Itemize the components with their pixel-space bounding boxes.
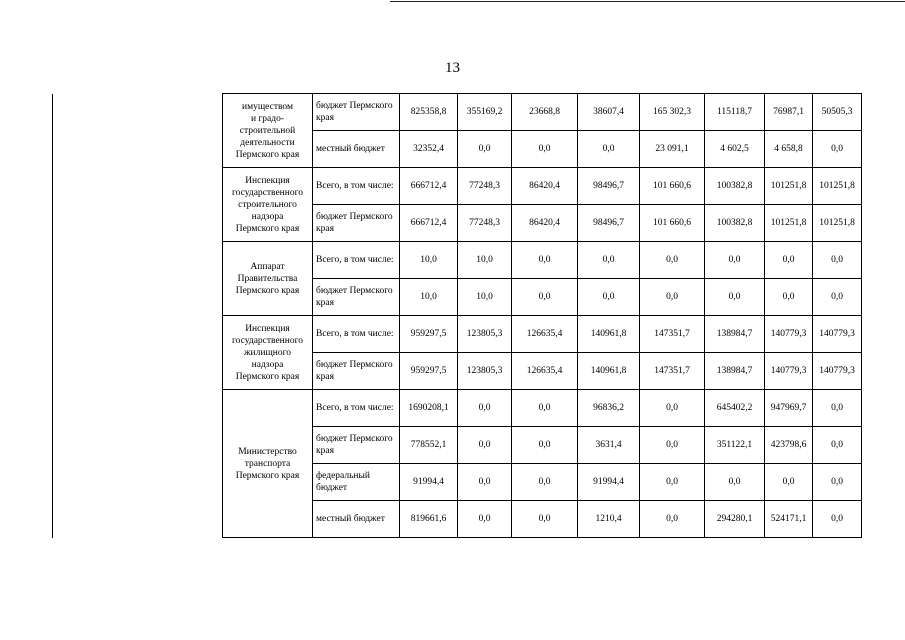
organization-cell: Министерство транспорта Пермского края (223, 390, 313, 538)
value-cell: 140779,3 (813, 316, 862, 353)
organization-cell: имуществом и градо- строительной деятельности Пермского края (223, 94, 313, 168)
value-cell: 0,0 (765, 464, 813, 501)
value-cell: 38607,4 (578, 94, 640, 131)
value-cell: 101 660,6 (640, 205, 705, 242)
value-cell: 101 660,6 (640, 168, 705, 205)
value-cell: 140961,8 (578, 353, 640, 390)
value-cell: 23 091,1 (640, 131, 705, 168)
value-cell: 140779,3 (765, 353, 813, 390)
value-cell: 101251,8 (765, 168, 813, 205)
value-cell: 10,0 (458, 279, 512, 316)
value-cell: 101251,8 (765, 205, 813, 242)
page-top-rule (390, 1, 905, 2)
funding-source-cell: Всего, в том числе: (313, 390, 400, 427)
value-cell: 0,0 (512, 131, 578, 168)
value-cell: 0,0 (640, 279, 705, 316)
value-cell: 0,0 (512, 427, 578, 464)
value-cell: 0,0 (512, 279, 578, 316)
funding-source-cell: бюджет Пермского края (313, 427, 400, 464)
funding-source-cell: местный бюджет (313, 131, 400, 168)
value-cell: 0,0 (512, 464, 578, 501)
value-cell: 0,0 (458, 131, 512, 168)
value-cell: 101251,8 (813, 205, 862, 242)
value-cell: 147351,7 (640, 353, 705, 390)
value-cell: 0,0 (578, 131, 640, 168)
value-cell: 138984,7 (705, 316, 765, 353)
funding-source-cell: Всего, в том числе: (313, 316, 400, 353)
value-cell: 76987,1 (765, 94, 813, 131)
value-cell: 666712,4 (400, 205, 458, 242)
value-cell: 0,0 (813, 279, 862, 316)
value-cell: 1210,4 (578, 501, 640, 538)
value-cell: 959297,5 (400, 316, 458, 353)
value-cell: 140779,3 (813, 353, 862, 390)
value-cell: 819661,6 (400, 501, 458, 538)
value-cell: 0,0 (578, 279, 640, 316)
funding-source-cell: бюджет Пермского края (313, 353, 400, 390)
value-cell: 778552,1 (400, 427, 458, 464)
funding-source-cell: бюджет Пермского края (313, 94, 400, 131)
value-cell: 0,0 (640, 242, 705, 279)
value-cell: 100382,8 (705, 205, 765, 242)
value-cell: 0,0 (705, 242, 765, 279)
value-cell: 0,0 (640, 390, 705, 427)
value-cell: 355169,2 (458, 94, 512, 131)
value-cell: 0,0 (512, 242, 578, 279)
budget-table (52, 93, 862, 538)
value-cell: 4 602,5 (705, 131, 765, 168)
value-cell: 0,0 (512, 501, 578, 538)
value-cell: 100382,8 (705, 168, 765, 205)
value-cell: 126635,4 (512, 316, 578, 353)
value-cell: 147351,7 (640, 316, 705, 353)
value-cell: 115118,7 (705, 94, 765, 131)
funding-source-cell: Всего, в том числе: (313, 242, 400, 279)
value-cell: 351122,1 (705, 427, 765, 464)
value-cell: 645402,2 (705, 390, 765, 427)
value-cell: 10,0 (400, 242, 458, 279)
value-cell: 101251,8 (813, 168, 862, 205)
value-cell: 98496,7 (578, 205, 640, 242)
value-cell: 0,0 (458, 427, 512, 464)
value-cell: 0,0 (640, 427, 705, 464)
value-cell: 0,0 (705, 464, 765, 501)
funding-source-cell: федеральный бюджет (313, 464, 400, 501)
funding-source-cell: бюджет Пермского края (313, 205, 400, 242)
value-cell: 140961,8 (578, 316, 640, 353)
value-cell: 77248,3 (458, 205, 512, 242)
value-cell: 0,0 (458, 390, 512, 427)
value-cell: 0,0 (813, 427, 862, 464)
value-cell: 0,0 (578, 242, 640, 279)
organization-cell: Аппарат Правительства Пермского края (223, 242, 313, 316)
value-cell: 294280,1 (705, 501, 765, 538)
value-cell: 96836,2 (578, 390, 640, 427)
value-cell: 0,0 (813, 131, 862, 168)
value-cell: 825358,8 (400, 94, 458, 131)
value-cell: 10,0 (458, 242, 512, 279)
value-cell: 524171,1 (765, 501, 813, 538)
empty-first-column (53, 94, 223, 538)
value-cell: 165 302,3 (640, 94, 705, 131)
value-cell: 0,0 (705, 279, 765, 316)
value-cell: 138984,7 (705, 353, 765, 390)
value-cell: 4 658,8 (765, 131, 813, 168)
value-cell: 86420,4 (512, 168, 578, 205)
value-cell: 86420,4 (512, 205, 578, 242)
value-cell: 0,0 (512, 390, 578, 427)
value-cell: 0,0 (813, 242, 862, 279)
value-cell: 947969,7 (765, 390, 813, 427)
value-cell: 91994,4 (578, 464, 640, 501)
value-cell: 123805,3 (458, 353, 512, 390)
value-cell: 3631,4 (578, 427, 640, 464)
value-cell: 0,0 (813, 464, 862, 501)
funding-source-cell: Всего, в том числе: (313, 168, 400, 205)
value-cell: 0,0 (765, 242, 813, 279)
value-cell: 10,0 (400, 279, 458, 316)
value-cell: 0,0 (458, 464, 512, 501)
value-cell: 50505,3 (813, 94, 862, 131)
value-cell: 123805,3 (458, 316, 512, 353)
value-cell: 32352,4 (400, 131, 458, 168)
value-cell: 1690208,1 (400, 390, 458, 427)
value-cell: 423798,6 (765, 427, 813, 464)
funding-source-cell: местный бюджет (313, 501, 400, 538)
value-cell: 666712,4 (400, 168, 458, 205)
value-cell: 98496,7 (578, 168, 640, 205)
value-cell: 126635,4 (512, 353, 578, 390)
page-number: 13 (445, 60, 460, 76)
organization-cell: Инспекция государственного строительного надзора Пермского края (223, 168, 313, 242)
value-cell: 0,0 (765, 279, 813, 316)
organization-cell: Инспекция государственного жилищного надзора Пермского края (223, 316, 313, 390)
value-cell: 23668,8 (512, 94, 578, 131)
value-cell: 77248,3 (458, 168, 512, 205)
value-cell: 0,0 (640, 501, 705, 538)
value-cell: 959297,5 (400, 353, 458, 390)
table-row (53, 94, 862, 131)
value-cell: 140779,3 (765, 316, 813, 353)
value-cell: 0,0 (640, 464, 705, 501)
funding-source-cell: бюджет Пермского края (313, 279, 400, 316)
value-cell: 0,0 (813, 390, 862, 427)
value-cell: 0,0 (458, 501, 512, 538)
value-cell: 91994,4 (400, 464, 458, 501)
value-cell: 0,0 (813, 501, 862, 538)
